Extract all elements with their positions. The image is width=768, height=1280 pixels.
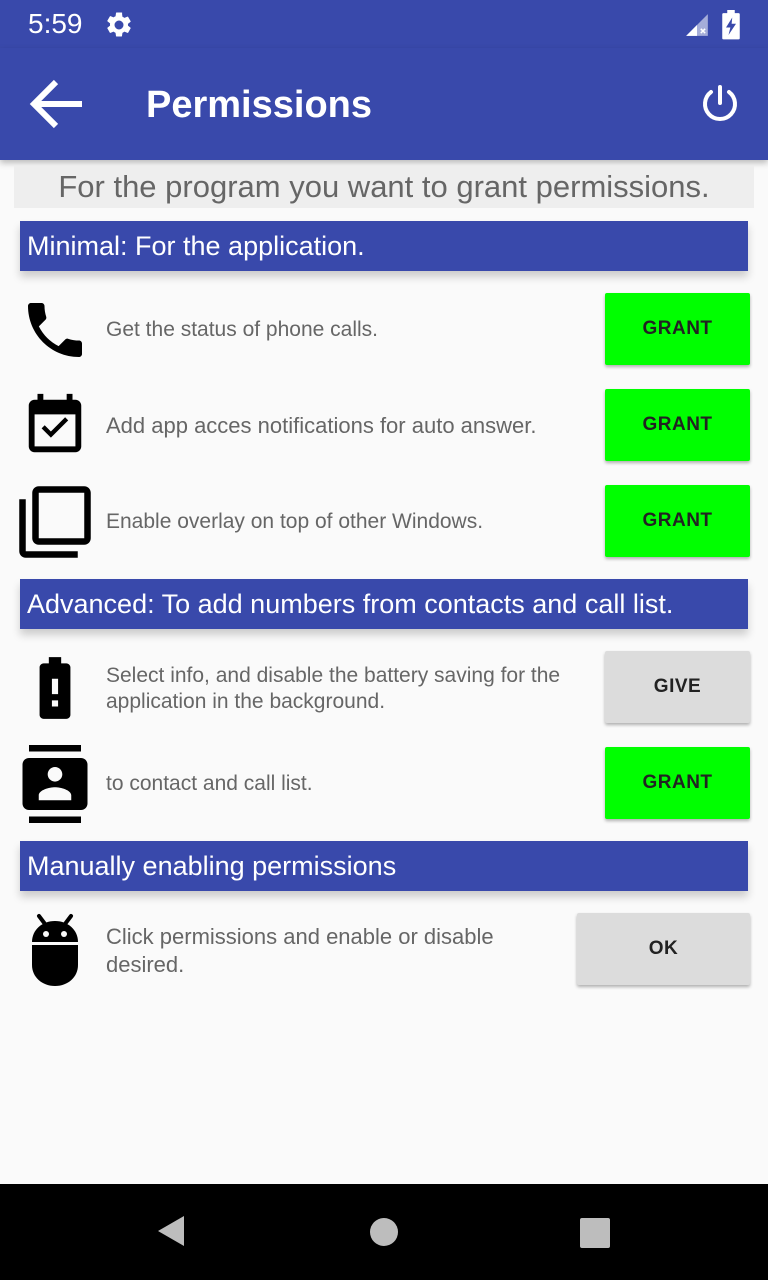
section-header-minimal: Minimal: For the application. xyxy=(20,221,748,271)
give-battery-button[interactable]: GIVE xyxy=(605,651,750,723)
nav-recents-icon[interactable] xyxy=(580,1218,610,1248)
battery-alert-icon xyxy=(18,651,92,725)
power-button[interactable] xyxy=(690,74,750,134)
navigation-bar xyxy=(0,1184,768,1280)
permission-description: Enable overlay on top of other Windows. xyxy=(106,510,484,533)
permission-row-battery xyxy=(0,646,768,730)
section-header-manual: Manually enabling permissions xyxy=(20,841,748,891)
power-icon xyxy=(700,84,740,124)
section-header-advanced: Advanced: To add numbers from contacts and call list. xyxy=(20,579,748,629)
nav-home-icon[interactable] xyxy=(370,1218,398,1246)
nav-back-icon[interactable] xyxy=(156,1214,186,1248)
instruction-text: For the program you want to grant permissions. xyxy=(14,166,754,208)
permission-row-phone xyxy=(0,288,768,372)
permission-row-manual xyxy=(0,908,768,992)
status-bar xyxy=(0,0,768,48)
permission-description: Get the status of phone calls. xyxy=(106,318,378,341)
app-bar xyxy=(0,48,768,160)
phone-icon xyxy=(19,294,91,366)
permission-row-contacts xyxy=(0,742,768,826)
grant-overlay-button[interactable]: GRANT xyxy=(605,485,750,557)
grant-contacts-button[interactable]: GRANT xyxy=(605,747,750,819)
overlay-windows-icon xyxy=(16,483,94,561)
arrow-back-icon xyxy=(26,76,86,132)
ok-button[interactable]: OK xyxy=(577,913,750,985)
permission-description: Select info, and disable the battery saving for the application in the background. xyxy=(106,664,561,713)
back-button[interactable] xyxy=(22,72,90,136)
permission-description: Click permissions and enable or disable desired. xyxy=(106,924,494,977)
permission-description: Add app acces notifications for auto answer. xyxy=(106,413,537,438)
status-time: 5:59 xyxy=(28,8,83,39)
grant-phone-button[interactable]: GRANT xyxy=(605,293,750,365)
grant-notifications-button[interactable]: GRANT xyxy=(605,389,750,461)
permission-row-overlay xyxy=(0,480,768,564)
permission-description: to contact and call list. xyxy=(106,772,313,795)
permission-row-notifications xyxy=(0,384,768,468)
battery-charging-icon xyxy=(720,10,742,40)
android-icon xyxy=(25,912,85,988)
contacts-icon xyxy=(16,742,94,826)
signal-icon xyxy=(684,12,710,38)
page-title: Permissions xyxy=(146,84,372,126)
calendar-check-icon xyxy=(20,391,90,461)
settings-gear-icon xyxy=(104,10,134,40)
